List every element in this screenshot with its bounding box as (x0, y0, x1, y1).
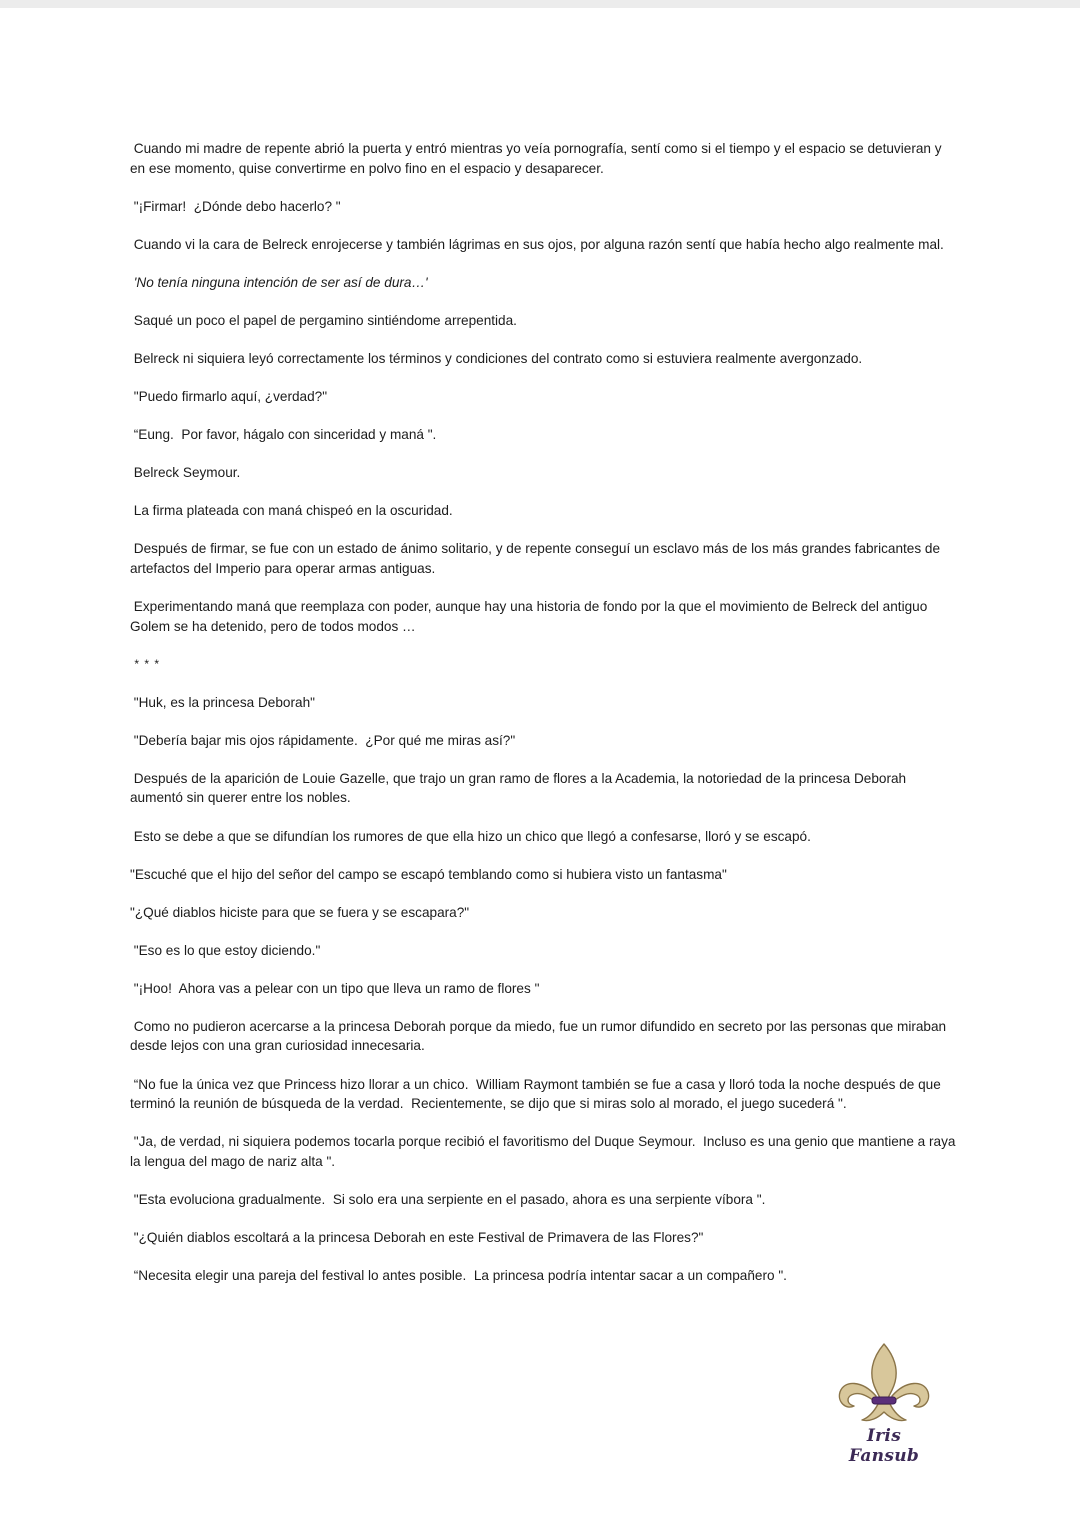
paragraph: "¡Hoo! Ahora vas a pelear con un tipo que lleva un ramo de flores " (130, 980, 540, 996)
paragraph: 'No tenía ninguna intención de ser así de dura…' (130, 274, 428, 290)
paragraph: "¿Quién diablos escoltará a la princesa Deborah en este Festival de Primavera de las Flores?" (130, 1229, 704, 1245)
paragraph: "Huk, es la princesa Deborah" (130, 694, 315, 710)
paragraph: “Eung. Por favor, hágalo con sinceridad y maná ". (130, 427, 437, 443)
paragraph: "Esta evoluciona gradualmente. Si solo era una serpiente en el pasado, ahora es una serpiente víbora ". (130, 1191, 766, 1207)
paragraph: Como no pudieron acercarse a la princesa Deborah porque da miedo, fue un rumor difundido en secreto por las personas que miraban desde lejos con una gran curiosidad innecesaria. (130, 1018, 950, 1054)
document-body (130, 139, 960, 1304)
paragraph: Después de firmar, se fue con un estado de ánimo solitario, y de repente conseguí un esclavo más de los más grandes fabricantes de artefactos del Imperio para operar armas antiguas. (130, 541, 944, 576)
paragraph: Cuando vi la cara de Belreck enrojecerse y también lágrimas en sus ojos, por alguna razón sentí que había hecho algo realmente mal. (130, 236, 944, 252)
paragraph: "Escuché que el hijo del señor del campo se escapó temblando como si hubiera visto un fantasma" (130, 866, 727, 882)
paragraph: Experimentando maná que reemplaza con poder, aunque hay una historia de fondo por la que el movimiento de Belreck del antiguo Golem se ha detenido, pero de todos modos … (130, 599, 932, 634)
paragraph: La firma plateada con maná chispeó en la oscuridad. (130, 503, 453, 519)
paragraph: "¡Firmar! ¿Dónde debo hacerlo? " (130, 198, 341, 214)
logo-text: Iris Fansub (848, 1426, 920, 1466)
paragraph: "Debería bajar mis ojos rápidamente. ¿Por qué me miras así?" (130, 732, 516, 748)
fleur-de-lis-icon (832, 1340, 936, 1426)
paragraph: "¿Qué diablos hiciste para que se fuera y se escapara?" (130, 904, 470, 920)
scene-separator: * * * (130, 656, 161, 671)
paragraph: Después de la aparición de Louie Gazelle, que trajo un gran ramo de flores a la Academia, la notoriedad de la princesa Deborah aumentó sin querer entre los nobles. (130, 770, 910, 806)
paragraph: "Puedo firmarlo aquí, ¿verdad?" (130, 389, 328, 405)
paragraph: “Necesita elegir una pareja del festival lo antes posible. La princesa podría intentar sacar a un compañero ". (130, 1267, 787, 1283)
top-border (0, 0, 1080, 8)
paragraph: Saqué un poco el papel de pergamino sintiéndome arrepentida. (130, 312, 517, 328)
paragraph: Cuando mi madre de repente abrió la puerta y entró mientras yo veía pornografía, sentí como si el tiempo y el espacio se detuvieran y en ese momento, quise convertirme en polvo fino en el espacio y desaparecer. (130, 141, 946, 176)
fansub-logo (832, 1340, 936, 1466)
paragraph: Belreck ni siquiera leyó correctamente los términos y condiciones del contrato como si estuviera realmente avergonzado. (130, 350, 863, 366)
paragraph: Esto se debe a que se difundían los rumores de que ella hizo un chico que llegó a confesarse, lloró y se escapó. (130, 828, 811, 844)
paragraph: Belreck Seymour. (130, 465, 241, 481)
paragraph: “No fue la única vez que Princess hizo llorar a un chico. William Raymont también se fue a casa y lloró toda la noche después de que terminó la reunión de búsqueda de la verdad. Recientemente, se dijo que si miras solo al morado, el juego sucederá ". (130, 1076, 945, 1112)
paragraph: "Ja, de verdad, ni siquiera podemos tocarla porque recibió el favoritismo del Duque Seymour. Incluso es una genio que mantiene a raya la lengua del mago de nariz alta ". (130, 1134, 960, 1169)
paragraph: "Eso es lo que estoy diciendo." (130, 942, 321, 958)
